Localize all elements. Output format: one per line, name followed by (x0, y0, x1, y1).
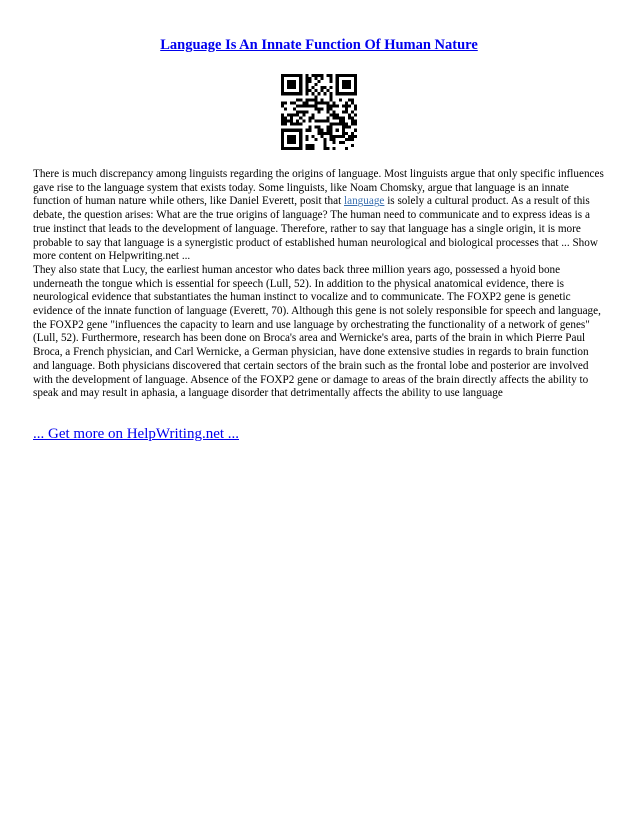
paragraph-2: They also state that Lucy, the earliest human ancestor who dates back three million years ago, possessed a hyoid bone underneath the tongue which is essential for speech (Lull, 52). In addition to the physical anatomical evidence, there is neurological evidence that substantiates the human instinct to vocalize and to communicate. The FOXP2 gene is genetic evidence of the innate function of language (Everett, 70). Although this gene is not solely responsible for speech and language, the FOXP2 gene "influences the capacity to learn and use language by orchestrating the functionality of a network of genes" (Lull, 52). Furthermore, research has been done on Broca's area and Wernicke's area, parts of the brain in which Pierre Paul Broca, a French physician, and Carl Wernicke, a German physician, have done extensive studies in regards to brain function and language. Both physicians discovered that certain sectors of the brain such as the frontal lobe and posterior are involved with the development of language. Absence of the FOXP2 gene or damage to areas of the brain directly affects the ability to speak and may result in aphasia, a language disorder that detrimentally affects the ability to use language (33, 263, 601, 400)
get-more-link-container (33, 425, 239, 443)
paragraph-1-after-link: is solely a cultural product. As a result of this debate, the question arises: What are the true origins of language? The human need to communicate and to express ideas is a true instinct that leads to the development of language. Therefore, rather to say that language has a single origin, it is more probable to say that language is a synergistic product of established human neurological and biological processes that ... Show more content on Helpwriting.net ... (33, 195, 598, 263)
title-link[interactable]: Language Is An Innate Function Of Human Nature (160, 37, 478, 53)
qr-code-icon (281, 74, 357, 150)
paragraph-1 (33, 168, 605, 264)
document-title (0, 36, 638, 54)
language-link[interactable]: language (344, 195, 385, 208)
document-body (33, 168, 605, 401)
get-more-link[interactable]: ... Get more on HelpWriting.net ... (33, 426, 240, 442)
paragraph-1-before-link: There is much discrepancy among linguists regarding the origins of language. Most linguists argue that only specific influences gave rise to the language system that exists today. Some linguists, like Noam Chomsky, argue that language is an innate function of human nature while others, like Daniel Everett, posit that (33, 168, 604, 208)
